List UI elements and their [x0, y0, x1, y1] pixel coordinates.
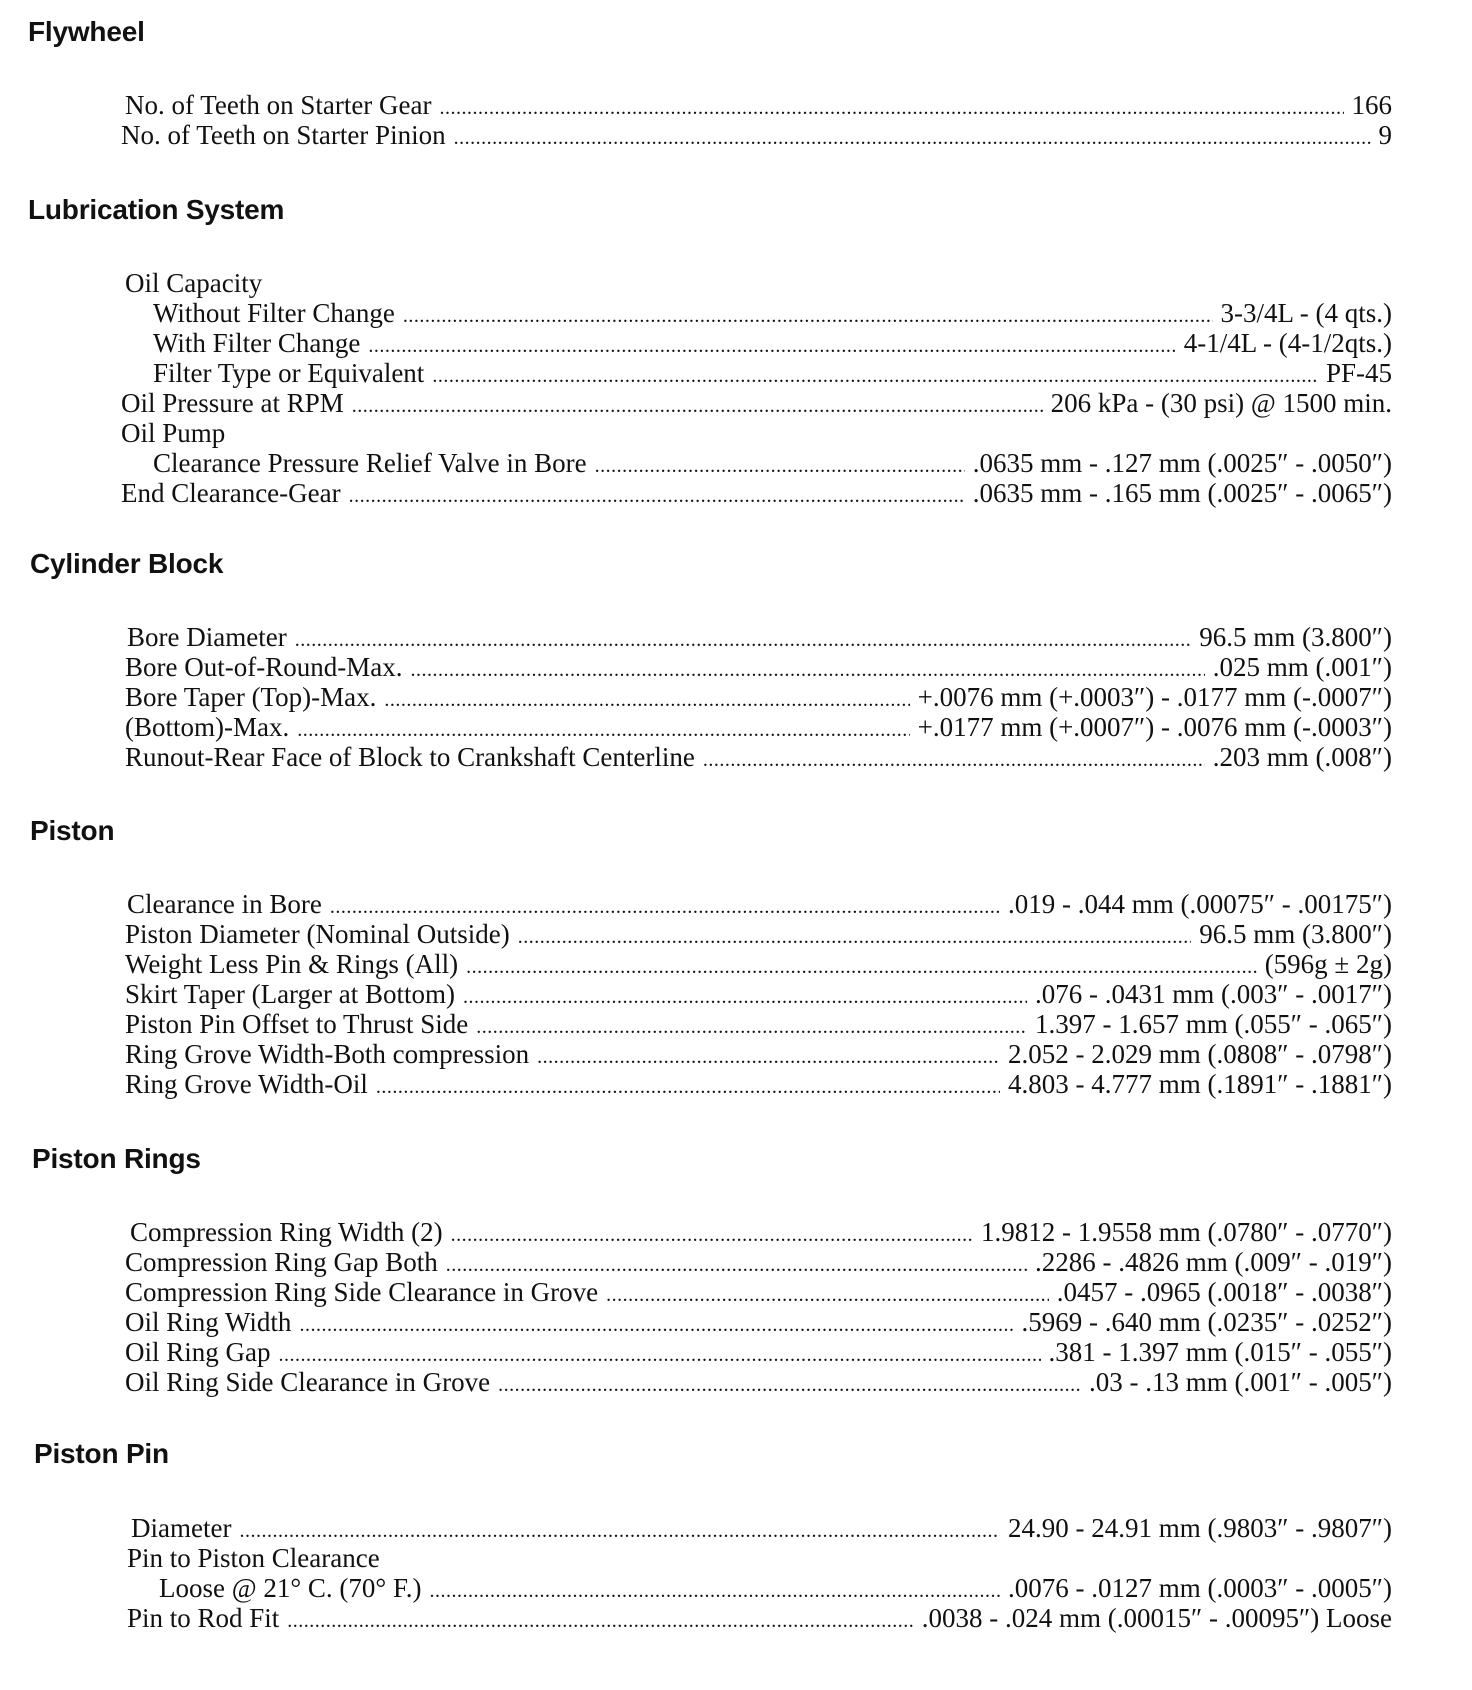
leader-dots — [440, 93, 1344, 123]
spec-row-bore-taper-top — [125, 682, 1392, 712]
spec-value: 9 — [1378, 120, 1392, 150]
spec-value: +.0177 mm (+.0007″) - .0076 mm (-.0003″) — [917, 712, 1392, 742]
spec-label: No. of Teeth on Starter Pinion — [121, 120, 446, 150]
oil-pump-label: Oil Pump — [121, 418, 226, 448]
spec-row-loose — [159, 1573, 1392, 1603]
leader-dots — [299, 1310, 1013, 1340]
leader-dots — [451, 1220, 973, 1250]
spec-value: .03 - .13 mm (.001″ - .005″) — [1089, 1367, 1392, 1397]
spec-value: 4.803 - 4.777 mm (.1891″ - .1881″) — [1008, 1069, 1392, 1099]
leader-dots — [287, 1606, 914, 1636]
spec-row-starter-gear — [125, 90, 1392, 120]
leader-dots — [518, 922, 1192, 952]
spec-label: Clearance Pressure Relief Valve in Bore — [153, 448, 587, 478]
spec-row-weight — [125, 949, 1392, 979]
spec-row-oil-pressure — [121, 388, 1392, 418]
spec-label: No. of Teeth on Starter Gear — [125, 90, 432, 120]
leader-dots — [349, 481, 965, 511]
spec-label: Compression Ring Side Clearance in Grove — [125, 1277, 599, 1307]
spec-label: Piston Diameter (Nominal Outside) — [125, 919, 510, 949]
leader-dots — [352, 391, 1043, 421]
spec-label: End Clearance-Gear — [121, 478, 341, 508]
spec-value: .0635 mm - .127 mm (.0025″ - .0050″) — [972, 448, 1392, 478]
cylinder-block-heading: Cylinder Block — [30, 548, 224, 579]
spec-label: Without Filter Change — [153, 298, 395, 328]
spec-row-pin-diameter — [131, 1513, 1392, 1543]
spec-value: .2286 - .4826 mm (.009″ - .019″) — [1035, 1247, 1392, 1277]
spec-label: Loose @ 21° C. (70° F.) — [159, 1573, 422, 1603]
leader-dots — [384, 685, 909, 715]
leader-dots — [454, 123, 1371, 153]
spec-row-piston-diameter — [125, 919, 1392, 949]
pin-to-piston-label: Pin to Piston Clearance — [127, 1543, 380, 1573]
spec-row-with-filter — [153, 328, 1392, 358]
spec-value: .025 mm (.001″) — [1212, 652, 1392, 682]
spec-value: PF-45 — [1325, 358, 1392, 388]
spec-row-oil-ring-gap — [125, 1337, 1392, 1367]
spec-value: .019 - .044 mm (.00075″ - .00175″) — [1008, 889, 1392, 919]
leader-dots — [466, 952, 1257, 982]
spec-value: .076 - .0431 mm (.003″ - .0017″) — [1035, 979, 1392, 1009]
spec-value: 206 kPa - (30 psi) @ 1500 min. — [1050, 388, 1392, 418]
spec-row-bore-out-of-round — [125, 652, 1392, 682]
spec-row-ring-grove-compression — [125, 1039, 1392, 1069]
spec-label: Bore Taper (Top)-Max. — [125, 682, 377, 712]
spec-value: 2.052 - 2.029 mm (.0808″ - .0798″) — [1008, 1039, 1392, 1069]
spec-value: (596g ± 2g) — [1264, 949, 1392, 979]
leader-dots — [410, 655, 1204, 685]
spec-value: .0457 - .0965 (.0018″ - .0038″) — [1056, 1277, 1392, 1307]
spec-label: (Bottom)-Max. — [125, 712, 290, 742]
spec-value: .5969 - .640 mm (.0235″ - .0252″) — [1021, 1307, 1392, 1337]
spec-row-relief-valve — [153, 448, 1392, 478]
leader-dots — [430, 1576, 1000, 1606]
spec-value: 24.90 - 24.91 mm (.9803″ - .9807″) — [1008, 1513, 1392, 1543]
spec-value: 96.5 mm (3.800″) — [1199, 919, 1392, 949]
spec-row-pin-offset — [125, 1009, 1392, 1039]
spec-label: Compression Ring Gap Both — [125, 1247, 438, 1277]
lubrication-heading: Lubrication System — [28, 194, 285, 225]
spec-value: .0635 mm - .165 mm (.0025″ - .0065″) — [972, 478, 1392, 508]
leader-dots — [239, 1516, 1000, 1546]
spec-label: Oil Ring Gap — [125, 1337, 271, 1367]
leader-dots — [432, 361, 1318, 391]
spec-row-filter-type — [153, 358, 1392, 388]
spec-value: +.0076 mm (+.0003″) - .0177 mm (-.0007″) — [917, 682, 1392, 712]
spec-row-bore-diameter — [127, 622, 1392, 652]
leader-dots — [403, 301, 1213, 331]
spec-label: Pin to Rod Fit — [127, 1603, 280, 1633]
spec-label: Oil Ring Side Clearance in Grove — [125, 1367, 491, 1397]
spec-label: Ring Grove Width-Both compression — [125, 1039, 530, 1069]
leader-dots — [279, 1340, 1041, 1370]
spec-value: .381 - 1.397 mm (.015″ - .055″) — [1048, 1337, 1392, 1367]
spec-value: .203 mm (.008″) — [1212, 742, 1392, 772]
piston-pin-heading: Piston Pin — [34, 1438, 169, 1469]
spec-value: .0076 - .0127 mm (.0003″ - .0005″) — [1008, 1573, 1392, 1603]
spec-row-comp-ring-gap — [125, 1247, 1392, 1277]
spec-value: 3-3/4L - (4 qts.) — [1220, 298, 1392, 328]
spec-label: Runout-Rear Face of Block to Crankshaft Centerline — [125, 742, 695, 772]
spec-value: .0038 - .024 mm (.00015″ - .00095″) Loose — [921, 1603, 1392, 1633]
spec-value: 166 — [1351, 90, 1392, 120]
spec-row-pin-to-rod — [127, 1603, 1392, 1633]
spec-label: Oil Ring Width — [125, 1307, 292, 1337]
spec-label: Piston Pin Offset to Thrust Side — [125, 1009, 469, 1039]
spec-value: 96.5 mm (3.800″) — [1199, 622, 1392, 652]
spec-value: 1.9812 - 1.9558 mm (.0780″ - .0770″) — [981, 1217, 1392, 1247]
spec-row-oil-ring-side — [125, 1367, 1392, 1397]
spec-label: Filter Type or Equivalent — [153, 358, 425, 388]
leader-dots — [368, 331, 1175, 361]
spec-value: 1.397 - 1.657 mm (.055″ - .065″) — [1035, 1009, 1392, 1039]
spec-label: Bore Out-of-Round-Max. — [125, 652, 403, 682]
spec-label: Skirt Taper (Larger at Bottom) — [125, 979, 456, 1009]
leader-dots — [297, 715, 909, 745]
spec-label: With Filter Change — [153, 328, 361, 358]
spec-label: Compression Ring Width (2) — [130, 1217, 443, 1247]
leader-dots — [295, 625, 1192, 655]
spec-row-end-clearance — [121, 478, 1392, 508]
spec-row-bore-taper-bottom — [125, 712, 1392, 742]
leader-dots — [595, 451, 965, 481]
spec-row-starter-pinion — [121, 120, 1392, 150]
leader-dots — [376, 1072, 1000, 1102]
spec-row-comp-ring-width — [130, 1217, 1392, 1247]
spec-row-ring-grove-oil — [125, 1069, 1392, 1099]
spec-label: Oil Pressure at RPM — [121, 388, 344, 418]
spec-label: Clearance in Bore — [127, 889, 322, 919]
piston-rings-heading: Piston Rings — [32, 1143, 201, 1174]
spec-row-comp-ring-side — [125, 1277, 1392, 1307]
leader-dots — [463, 982, 1027, 1012]
spec-row-runout — [125, 742, 1392, 772]
spec-row-skirt-taper — [125, 979, 1392, 1009]
spec-value: 4-1/4L - (4-1/2qts.) — [1183, 328, 1392, 358]
flywheel-heading: Flywheel — [28, 16, 145, 47]
leader-dots — [330, 892, 1000, 922]
leader-dots — [498, 1370, 1081, 1400]
spec-label: Weight Less Pin & Rings (All) — [125, 949, 459, 979]
spec-row-oil-ring-width — [125, 1307, 1392, 1337]
leader-dots — [537, 1042, 1000, 1072]
leader-dots — [703, 745, 1205, 775]
leader-dots — [476, 1012, 1027, 1042]
leader-dots — [606, 1280, 1049, 1310]
spec-label: Bore Diameter — [127, 622, 287, 652]
spec-label: Ring Grove Width-Oil — [125, 1069, 368, 1099]
piston-heading: Piston — [30, 815, 115, 846]
spec-row-without-filter — [153, 298, 1392, 328]
spec-label: Diameter — [131, 1513, 232, 1543]
oil-capacity-label: Oil Capacity — [125, 268, 263, 298]
leader-dots — [446, 1250, 1027, 1280]
spec-row-clearance-in-bore — [127, 889, 1392, 919]
